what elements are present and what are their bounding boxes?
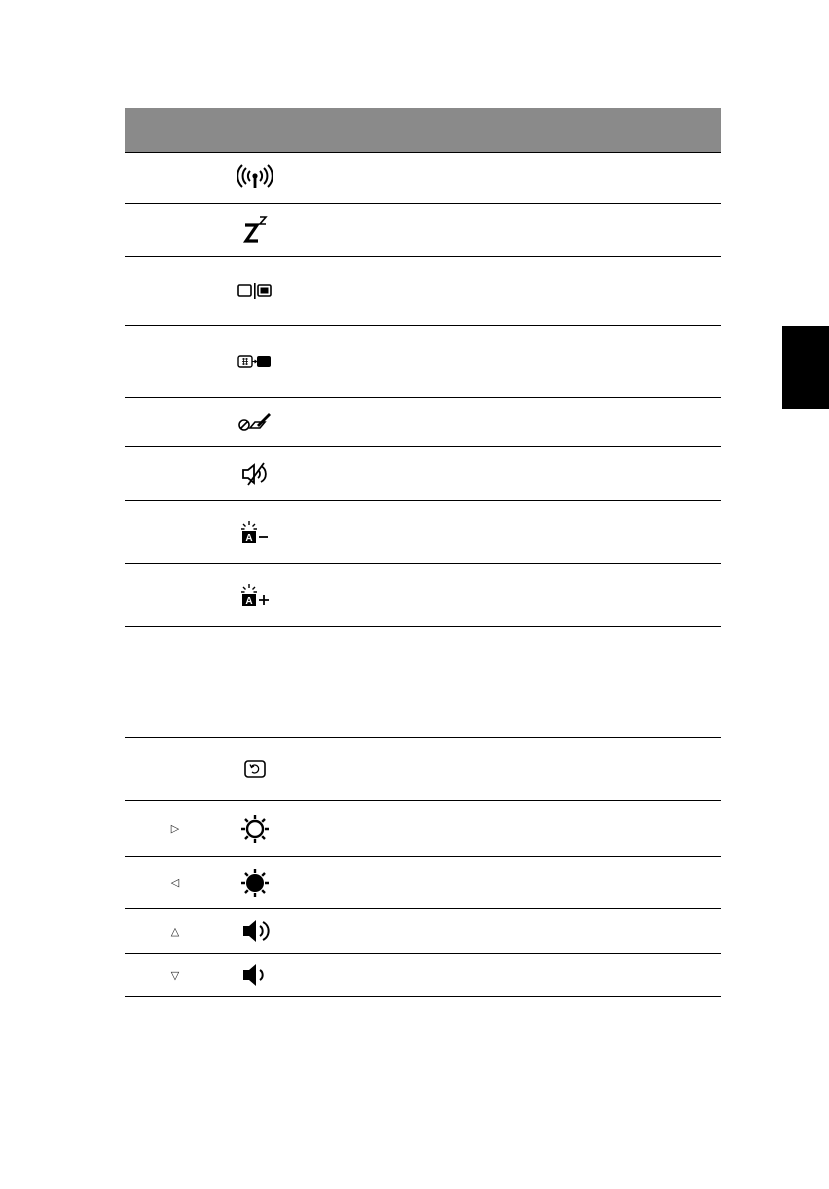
chapter-tab <box>782 326 829 409</box>
touchpad-toggle-icon <box>225 398 285 446</box>
hotkey-cell <box>125 204 225 256</box>
table-row <box>125 627 721 738</box>
table-row <box>125 398 721 447</box>
hotkey-cell <box>125 738 225 800</box>
volume-down-icon <box>225 954 285 996</box>
header-function <box>285 108 721 152</box>
hotkey-cell <box>125 398 225 446</box>
hotkey-cell <box>125 326 225 397</box>
hotkey-cell <box>125 857 225 908</box>
table-row <box>125 257 721 326</box>
header-hotkey <box>125 108 225 152</box>
brightness-down-icon <box>225 857 285 908</box>
table-row <box>125 501 721 564</box>
screen-blank-icon <box>225 326 285 397</box>
display-toggle-icon <box>225 257 285 325</box>
table-row <box>125 801 721 857</box>
table-row <box>125 447 721 501</box>
brightness-up-icon <box>225 801 285 856</box>
hotkey-cell <box>125 801 225 856</box>
svg-text:A: A <box>245 533 253 544</box>
hotkey-cell <box>125 627 225 737</box>
table-row <box>125 857 721 909</box>
right-arrow-icon: ▷ <box>170 823 180 835</box>
speaker-toggle-icon <box>225 447 285 500</box>
table-row <box>125 954 721 997</box>
header-icon <box>225 108 285 152</box>
hotkey-cell <box>125 564 225 626</box>
hotkey-cell <box>125 447 225 500</box>
hotkey-cell <box>125 501 225 563</box>
hotkey-table <box>125 108 721 997</box>
volume-up-icon <box>225 909 285 953</box>
keyboard-backlight-down-icon <box>225 501 285 563</box>
up-arrow-icon: △ <box>170 925 180 938</box>
table-row <box>125 326 721 398</box>
hotkey-cell <box>125 954 225 996</box>
table-header <box>125 108 721 153</box>
svg-text:A: A <box>245 596 253 607</box>
keyboard-backlight-up-icon <box>225 564 285 626</box>
sleep-icon <box>225 204 285 256</box>
left-arrow-icon: ◁ <box>170 877 180 889</box>
hotkey-cell <box>125 153 225 203</box>
table-row <box>125 738 721 801</box>
down-arrow-icon: ▽ <box>170 969 180 982</box>
table-row <box>125 204 721 257</box>
hotkey-cell <box>125 909 225 953</box>
table-row <box>125 909 721 954</box>
backup-icon <box>225 738 285 800</box>
table-row <box>125 564 721 627</box>
table-row <box>125 153 721 204</box>
wireless-communication-icon <box>225 153 285 203</box>
hotkey-cell <box>125 257 225 325</box>
